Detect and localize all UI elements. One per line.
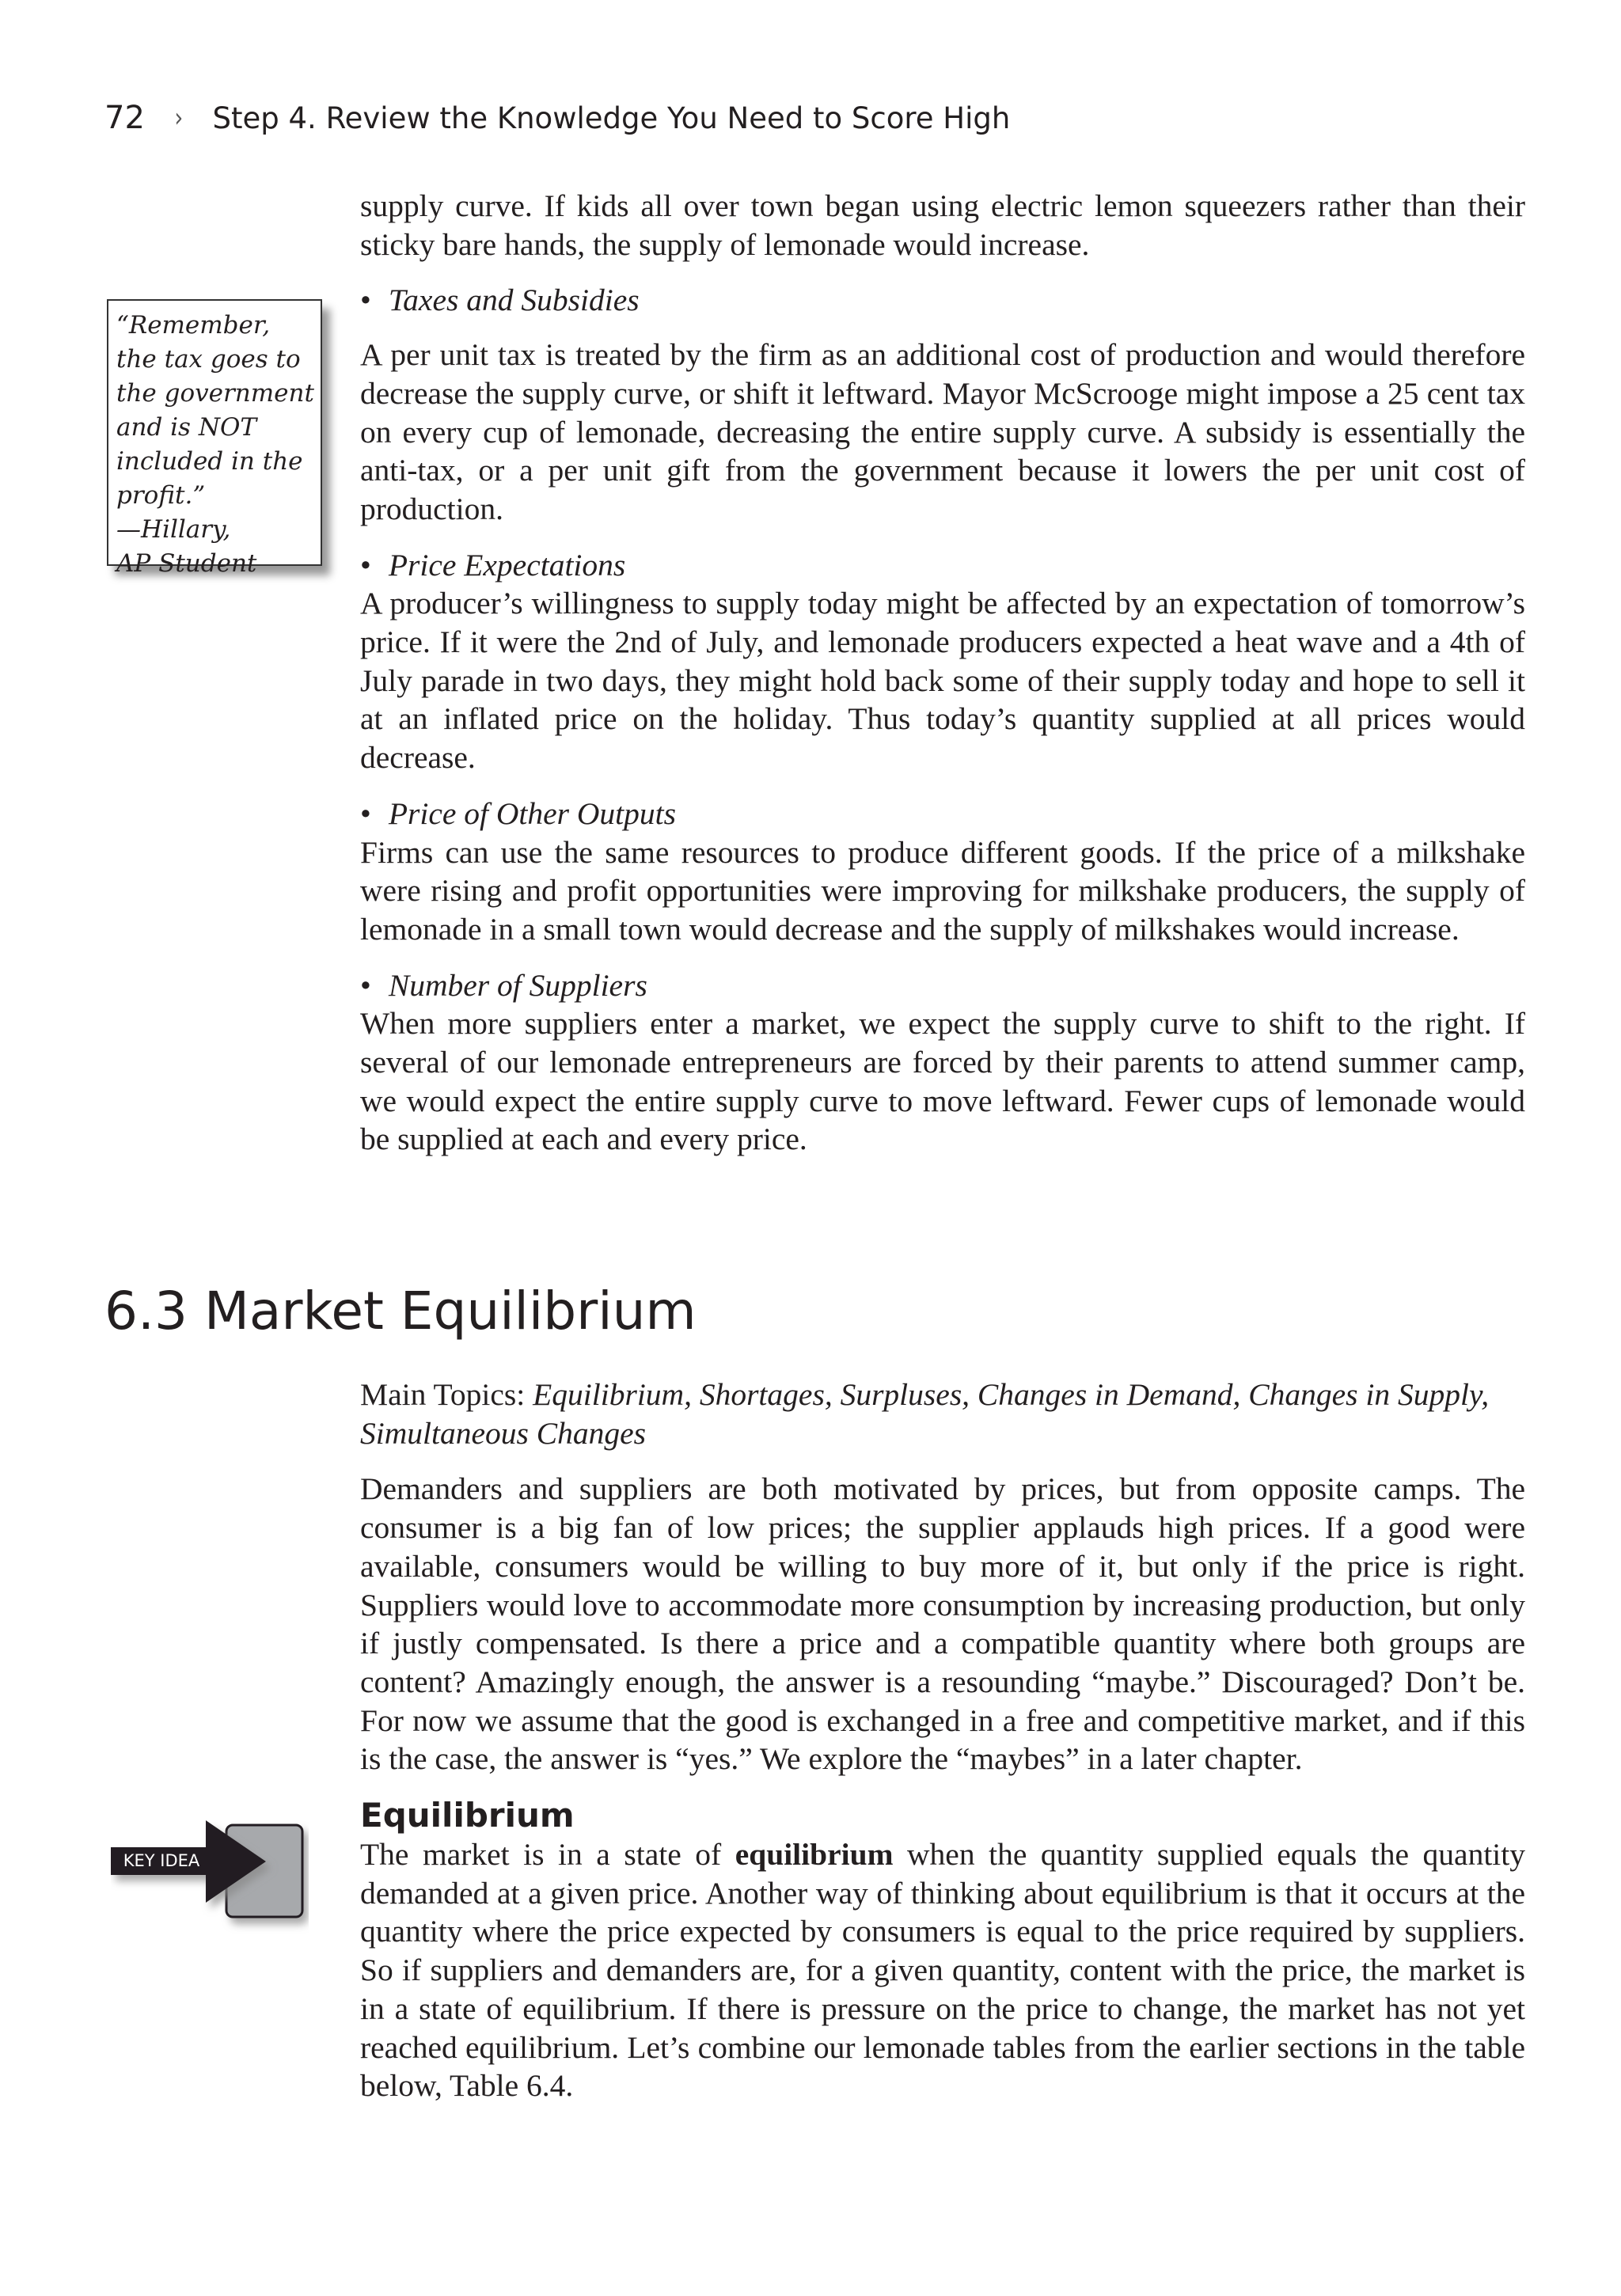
main-topics-list: Equilibrium, Shortages, Surpluses, Changes in Demand, Changes in Supply, Simultaneous Changes xyxy=(360,1377,1490,1451)
bullet-icon: • xyxy=(360,967,371,1003)
bullet-paragraph: When more suppliers enter a market, we expect the supply curve to shift to the right. If several of our lemonade entrepreneurs are forced by their parents to attend summer camp, we would expect the entire supply curve to move leftward. Fewer cups of lemonade would be supplied at each and every price. xyxy=(360,1006,1525,1157)
main-topics-label: Main Topics: xyxy=(360,1377,526,1412)
equilibrium-paragraph xyxy=(360,1835,1525,2105)
key-idea-label: KEY IDEA xyxy=(123,1851,200,1870)
equilibrium-bold-term: equilibrium xyxy=(735,1837,894,1873)
section-title: 6.3 Market Equilibrium xyxy=(104,1281,697,1342)
section-paragraph: Demanders and suppliers are both motivated by prices, but from opposite camps. The consumer is a big fan of low prices; the supplier applauds high prices. If a good were available, consumers would be willing to buy more of it, but only if the price is right. Suppliers would love to accommodate more consumption by increasing production, but only if justly compensated. Is there a price and a compatible quantity where both groups are content? Amazingly enough, the answer is a resounding “maybe.” Discouraged? Don’t be. For now we assume that the good is exchanged in a free and competitive market, and if this is the case, the answer is “yes.” We explore the “maybes” in a later chapter. xyxy=(360,1471,1525,1777)
bullet-heading xyxy=(360,795,1525,833)
bullet-paragraph: A per unit tax is treated by the firm as an additional cost of production and would therefore decrease the supply curve, or shift it leftward. Mayor McScrooge might impose a 25 cent tax on every cup of lemonade, decreasing the entire supply curve. A subsidy is essentially the anti-tax, or a per unit gift from the government because it lowers the per unit cost of production. xyxy=(360,337,1525,526)
bullet-heading xyxy=(360,966,1525,1005)
main-topics xyxy=(360,1376,1525,1452)
quote-attribution-name: —Hillary, xyxy=(116,515,231,544)
bullet-paragraph: Firms can use the same resources to produce different goods. If the price of a milkshake were rising and profit opportunities were improving for milkshake producers, the supply of lemonade in a small town would decrease and the supply of milkshakes would increase. xyxy=(360,834,1525,947)
intro-paragraph: supply curve. If kids all over town began using electric lemon squeezers rather than their sticky bare hands, the supply of lemonade would increase. xyxy=(360,188,1525,262)
equilibrium-heading: Equilibrium xyxy=(360,1796,575,1835)
section-column xyxy=(360,1376,1525,2105)
body-column xyxy=(360,187,1525,1159)
running-header xyxy=(104,100,1010,136)
bullet-heading xyxy=(360,546,1525,585)
chevron-right-icon: › xyxy=(174,102,184,134)
running-title: Step 4. Review the Knowledge You Need to Score High xyxy=(212,101,1011,135)
equilibrium-text-before: The market is in a state of xyxy=(360,1837,735,1873)
page-number: 72 xyxy=(104,100,145,136)
sidebar-quote xyxy=(107,299,322,578)
bullet-title: Price Expectations xyxy=(388,547,626,583)
key-idea-badge xyxy=(111,1820,309,1939)
bullet-title: Taxes and Subsidies xyxy=(388,283,640,318)
bullet-icon: • xyxy=(360,547,371,583)
bullet-icon: • xyxy=(360,283,371,318)
quote-text: “Remember, the tax goes to the government and is NOT included in the profit.” xyxy=(116,311,314,510)
bullet-title: Price of Other Outputs xyxy=(388,795,676,831)
bullet-paragraph: A producer’s willingness to supply today might be affected by an expectation of tomorrow’s price. If it were the 2nd of July, and lemonade producers expected a heat wave and a 4th of July parade in two days, they might hold back some of their supply today and hope to sell it at an inflated price on the holiday. Thus today’s quantity supplied at all prices would decrease. xyxy=(360,586,1525,776)
bullet-icon: • xyxy=(360,795,371,831)
bullet-title: Number of Suppliers xyxy=(388,967,647,1003)
equilibrium-text-after: when the quantity supplied equals the quantity demanded at a given price. Another way of thinking about equilibrium is that it occurs at the quantity where the price expected by consumers is equal to the price required by suppliers. So if suppliers and demanders are, for a given quantity, content with the price, the market is in a state of equilibrium. If there is pressure on the price to change, the market has not yet reached equilibrium. Let’s combine our lemonade tables from the earlier sections in the table below, Table 6.4. xyxy=(360,1837,1525,2104)
quote-attribution-role: AP Student xyxy=(116,549,257,578)
bullet-heading xyxy=(360,281,1525,320)
